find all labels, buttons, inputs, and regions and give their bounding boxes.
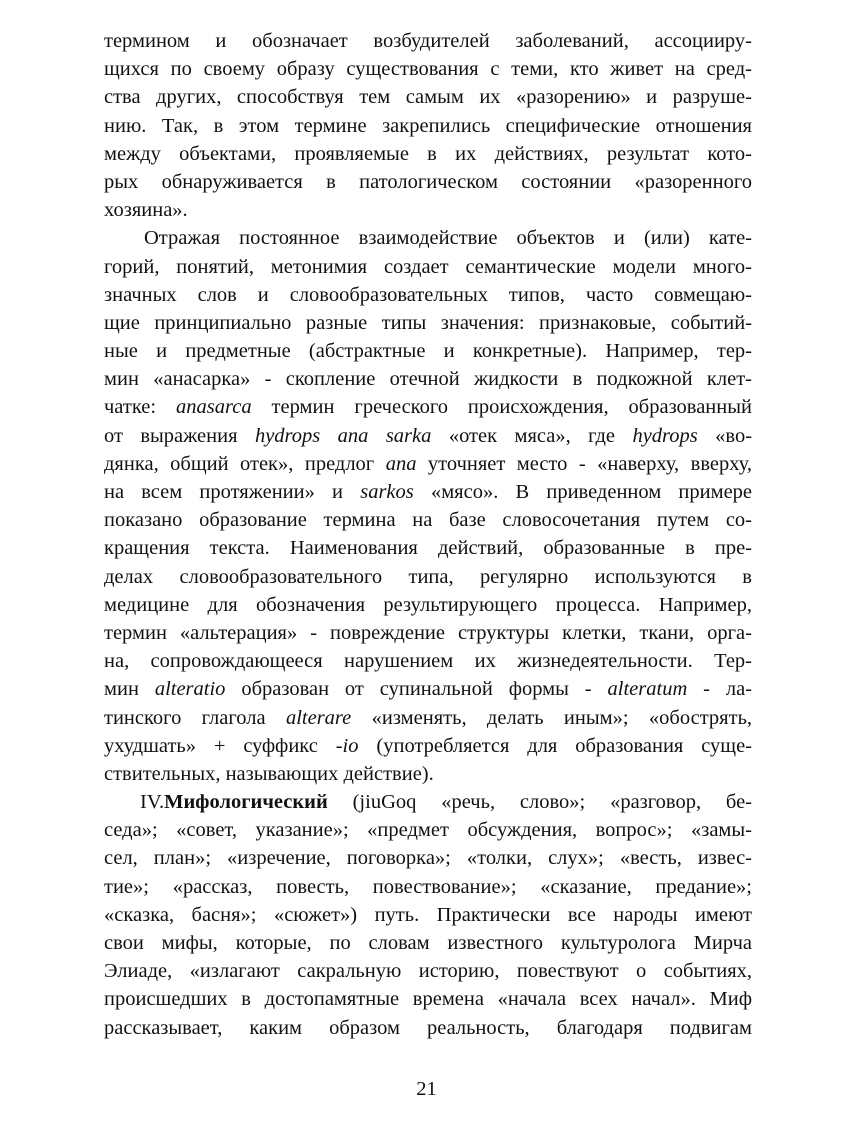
latin-term: anasarca (176, 396, 252, 419)
text-line: термином и обозначает возбудителей заболеваний, ассоцииру- (104, 30, 752, 52)
text-line: нию. Так, в этом термине закрепились специфические отношения (104, 114, 752, 137)
text-line: кращения текста. Наименования действий, образованные в пре- (104, 537, 752, 560)
text-line: показано образование термина на базе словосочетания путем со- (104, 509, 752, 532)
text-segment: «во- (715, 424, 753, 447)
text-line: тие»; «рассказ, повесть, повествование»; «сказание, предание»; (104, 875, 752, 898)
text-line: происшедших в достопамятные времена «начала всех начал». Миф (104, 988, 752, 1011)
text-line: между объектами, проявляемые в их действиях, результат кото- (104, 142, 752, 165)
text-line (104, 450, 752, 478)
text-line: сел, план»; «изречение, поговорка»; «толки, слух»; «весть, извес- (104, 847, 752, 870)
text-segment: от выражения (104, 424, 238, 447)
text-segment: на всем протяжении» и (104, 481, 344, 503)
text-line (104, 422, 752, 450)
text-line: хозяина». (104, 199, 188, 222)
text-segment: (jiuGoq «речь, слово»; «разговор, бе- (352, 791, 752, 814)
latin-term: alterare (285, 706, 352, 729)
text-line (104, 788, 752, 816)
section-numeral: IV. (140, 791, 165, 814)
text-segment: (употребляется для образования суще- (376, 734, 753, 757)
text-segment: ухудшать» + суффикс (104, 734, 318, 757)
text-line: медицине для обозначения результирующего процесса. Например, (104, 593, 752, 616)
paragraph-2 (104, 224, 752, 788)
text-segment: образован от супинальной формы - (241, 678, 592, 701)
text-line: рых обнаруживается в патологическом состоянии «разоренного (104, 170, 752, 193)
text-segment: «изменять, делать иным»; «обострять, (371, 706, 753, 729)
section-heading: Мифологический (164, 791, 328, 814)
text-line: Отражая постоянное взаимодействие объектов и (или) кате- (144, 227, 752, 250)
paragraph-3 (104, 788, 752, 1042)
latin-term: sarkos (360, 481, 414, 503)
text-segment: «мясо». В приведенном примере (430, 481, 753, 503)
text-line (104, 675, 752, 703)
text-line: горий, понятий, метонимия создает семантические модели много- (104, 255, 752, 278)
latin-term: ana (385, 452, 417, 475)
text-line (104, 478, 752, 506)
text-line: щихся по своему образу существования с теми, кто живет на сред- (104, 58, 752, 81)
text-line: Элиаде, «излагают сакральную историю, повествуют о событиях, (104, 960, 752, 983)
text-line: рассказывает, каким образом реальность, благодаря подвигам (104, 1016, 752, 1039)
text-line (104, 732, 752, 760)
text-line: ствительных, называющих действие). (104, 762, 434, 785)
text-segment: термин греческого происхождения, образованный (271, 396, 752, 419)
text-line: «сказка, басня»; «сюжет») путь. Практически все народы имеют (104, 903, 752, 926)
text-line (104, 704, 752, 732)
text-line: седа»; «совет, указание»; «предмет обсуждения, вопрос»; «замы- (104, 819, 752, 842)
text-line (104, 393, 752, 421)
latin-term: alteratio (154, 678, 226, 701)
text-line: мин «анасарка» - скопление отечной жидкости в подкожной клет- (104, 368, 752, 391)
text-line: значных слов и словообразовательных типов, часто совмещаю- (104, 283, 752, 306)
text-line: делах словообразовательного типа, регулярно используются в (104, 565, 752, 588)
text-segment: дянка, общий отек», предлог (104, 452, 375, 475)
latin-term: -io (335, 734, 359, 757)
text-line: ные и предметные (абстрактные и конкретные). Например, тер- (104, 340, 752, 363)
text-segment: тинского глагола (104, 706, 266, 729)
text-line: ства других, способствуя тем самым их «разорению» и разруше- (104, 86, 752, 109)
latin-term: hydrops (632, 424, 698, 447)
text-line: на, сопровождающееся нарушением их жизнедеятельности. Тер- (104, 650, 752, 673)
text-line: щие принципиально разные типы значения: признаковые, событий- (104, 311, 752, 334)
text-segment: - ла- (703, 678, 753, 701)
paragraph-1 (104, 27, 752, 224)
text-segment: «отек мяса», где (448, 424, 616, 447)
text-line: термин «альтерация» - повреждение структуры клетки, ткани, орга- (104, 621, 752, 644)
page-text (104, 27, 752, 1042)
latin-term: alteratum (607, 678, 688, 701)
text-segment: чатке: (104, 396, 157, 419)
text-segment: уточняет место - «наверху, вверху, (427, 452, 753, 475)
latin-term: hydrops ana sarka (254, 424, 432, 447)
page-number: 21 (416, 1078, 437, 1100)
text-segment: мин (104, 678, 139, 701)
text-line: свои мифы, которые, по словам известного культуролога Мирча (104, 932, 752, 954)
